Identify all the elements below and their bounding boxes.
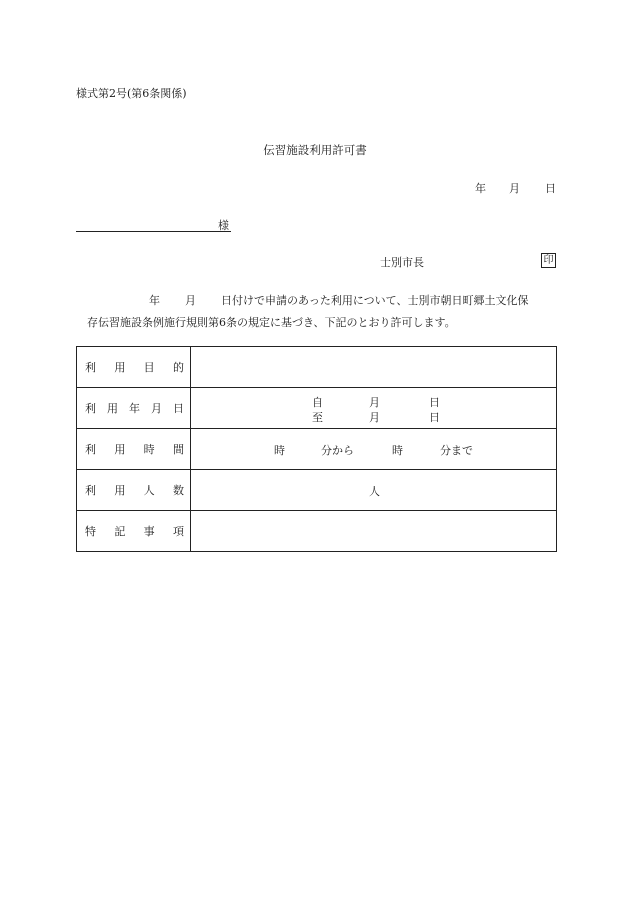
table-row — [77, 388, 557, 429]
label-char: 時 — [143, 443, 155, 456]
label-char: 特 — [85, 525, 96, 538]
label-char: 的 — [172, 361, 184, 374]
label-char: 目 — [143, 361, 155, 374]
value-attendees — [191, 470, 557, 511]
label-char: 用 — [114, 484, 126, 497]
recipient-honorific: 様 — [218, 219, 229, 232]
label-char: 利 — [85, 443, 96, 456]
body-line-1: 日付けで申請のあった利用について、士別市朝日町郷土文化保 — [221, 294, 529, 307]
period-to-marker: 至 — [312, 411, 323, 424]
issuer-name: 士別市長 — [380, 256, 424, 269]
period-to-month: 月 — [369, 411, 380, 424]
date-month-label: 月 — [509, 182, 520, 195]
label-attendees — [77, 470, 191, 511]
time-start-minute: 分から — [321, 444, 354, 457]
table-row — [77, 470, 557, 511]
table-row — [77, 429, 557, 470]
label-remarks — [77, 511, 191, 552]
period-from-marker: 自 — [312, 396, 323, 409]
body-month-label: 月 — [185, 294, 196, 307]
period-from-day: 日 — [429, 396, 440, 409]
label-char: 用 — [114, 443, 126, 456]
label-char: 利 — [85, 361, 96, 374]
recipient-name-line — [76, 218, 231, 232]
label-char: 間 — [172, 443, 184, 456]
label-char: 利 — [85, 484, 96, 497]
seal-mark: 印 — [541, 253, 556, 268]
label-char: 記 — [114, 525, 126, 538]
label-char: 事 — [143, 525, 155, 538]
label-char: 年 — [129, 402, 140, 415]
body-year-label: 年 — [149, 294, 160, 307]
table-row — [77, 511, 557, 552]
value-usage-date — [191, 388, 557, 429]
date-year-label: 年 — [475, 182, 486, 195]
body-line-2: 存伝習施設条例施行規則第6条の規定に基づき、下記のとおり許可します。 — [87, 316, 456, 329]
period-to-day: 日 — [429, 411, 440, 424]
people-unit: 人 — [369, 485, 380, 498]
time-end-minute: 分まで — [440, 444, 473, 457]
label-char: 数 — [172, 484, 184, 497]
value-purpose — [191, 347, 557, 388]
form-number: 様式第2号(第6条関係) — [76, 87, 187, 100]
label-purpose — [77, 347, 191, 388]
label-char: 人 — [143, 484, 155, 497]
usage-details-table — [76, 346, 557, 552]
label-char: 利 — [85, 402, 96, 415]
period-from-month: 月 — [369, 396, 380, 409]
time-end-hour: 時 — [392, 444, 403, 457]
value-remarks — [191, 511, 557, 552]
label-char: 項 — [172, 525, 184, 538]
value-usage-time — [191, 429, 557, 470]
time-start-hour: 時 — [274, 444, 285, 457]
label-usage-time — [77, 429, 191, 470]
label-char: 用 — [107, 402, 118, 415]
table-row — [77, 347, 557, 388]
date-day-label: 日 — [545, 182, 556, 195]
label-char: 月 — [151, 402, 162, 415]
label-usage-date — [77, 388, 191, 429]
label-char: 用 — [114, 361, 126, 374]
document-title: 伝習施設利用許可書 — [263, 143, 367, 157]
label-char: 日 — [173, 402, 184, 415]
